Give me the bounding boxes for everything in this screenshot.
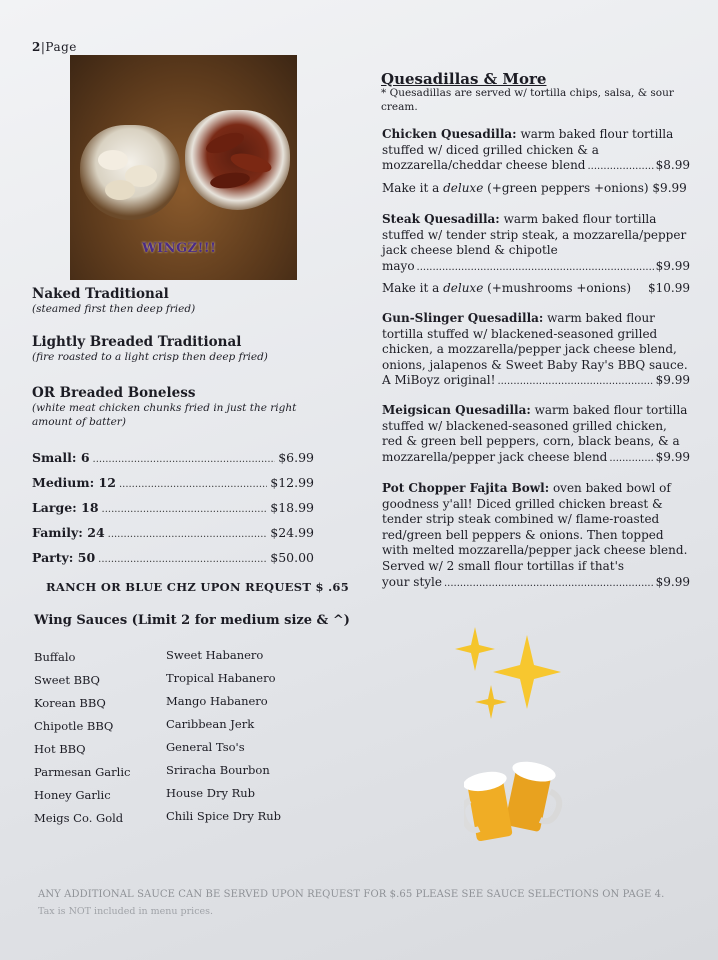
wing-sauces-heading: Wing Sauces (Limit 2 for medium size & ^) [34, 613, 350, 628]
boneless-note: (white meat chicken chunks fried in just the right amount of batter) [32, 402, 297, 429]
sauce-item: Korean BBQ [34, 696, 106, 710]
menu-item-steak-quesadilla: Steak Quesadilla: warm baked flour tortilla stuffed w/ tender strip steak, a mozzarella/pepper jack cheese blend & chipotle mayo ..... $9.99 [382, 212, 690, 274]
sauce-item: Sweet BBQ [34, 673, 100, 687]
size-row-party: Party: 50 ..... $50.00 [32, 550, 314, 565]
size-row-family: Family: 24 ..... $24.99 [32, 525, 314, 540]
wing-piece [98, 150, 128, 170]
naked-traditional-title: Naked Traditional [32, 286, 169, 302]
photo-caption: WINGZ!!! [142, 241, 217, 256]
sauce-item: Chipotle BBQ [34, 719, 114, 733]
sparkles-icon [455, 625, 565, 730]
chicken-deluxe-option: Make it a deluxe (+green peppers +onions) $9.99 [382, 181, 687, 195]
size-row-medium: Medium: 12 ..... $12.99 [32, 475, 314, 490]
lightly-breaded-note: (fire roasted to a light crisp then deep fried) [32, 351, 268, 363]
quesadillas-title: Quesadillas & More [381, 70, 547, 88]
menu-item-gun-slinger-quesadilla: Gun-Slinger Quesadilla: warm baked flour tortilla stuffed w/ blackened-seasoned grilled chicken, a mozzarella/pepper jack cheese blend, onions, jalapenos & Sweet Baby Ray's BBQ sauce. A MiBoyz original! ..... $9.99 [382, 311, 690, 389]
quesadillas-note: * Quesadillas are served w/ tortilla chips, salsa, & sour cream. [381, 87, 674, 114]
menu-item-meigsican-quesadilla: Meigsican Quesadilla: warm baked flour tortilla stuffed w/ blackened-seasoned grilled chicken, red & green bell peppers, corn, black beans, & a mozzarella/pepper jack cheese blend ..... $9.99 [382, 403, 690, 465]
menu-item-pot-chopper-fajita-bowl: Pot Chopper Fajita Bowl: oven baked bowl of goodness y'all! Diced grilled chicken breast & tender strip steak combined w/ flame-roasted red/green bell peppers & onions. Then topped with melted mozzarella/pepper jack cheese blend. Served w/ 2 small flour tortillas if that's your style ..... $9.99 [382, 481, 690, 590]
wing-piece [105, 180, 135, 200]
sauce-item: Honey Garlic [34, 788, 111, 802]
size-row-large: Large: 18 ..... $18.99 [32, 500, 314, 515]
sauce-item: Chili Spice Dry Rub [166, 809, 282, 823]
menu-item-chicken-quesadilla: Chicken Quesadilla: warm baked flour tortilla stuffed w/ diced grilled chicken & a mozzarella/cheddar cheese blend ..... $8.99 [382, 127, 690, 174]
sauce-item: House Dry Rub [166, 786, 256, 800]
wings-photo [70, 55, 297, 280]
size-row-small: Small: 6 ..... $6.99 [32, 450, 314, 465]
naked-traditional-note: (steamed first then deep fried) [32, 303, 196, 315]
page-number: 2|Page [32, 40, 77, 54]
sauce-item: Mango Habanero [166, 694, 268, 708]
ranch-note: RANCH OR BLUE CHZ UPON REQUEST $ .65 [46, 580, 350, 594]
lightly-breaded-title: Lightly Breaded Traditional [32, 334, 242, 350]
sauce-item: Caribbean Jerk [166, 717, 255, 731]
sauce-item: Tropical Habanero [166, 671, 276, 685]
sauce-item: Parmesan Garlic [34, 765, 131, 779]
boneless-title: OR Breaded Boneless [32, 385, 196, 401]
beer-mugs-icon [464, 757, 569, 852]
steak-deluxe-option: Make it a deluxe (+mushrooms +onions) $10.99 [382, 281, 690, 295]
sauce-item: Sweet Habanero [166, 648, 264, 662]
sauce-item: General Tso's [166, 740, 245, 754]
sauce-item: Buffalo [34, 650, 76, 664]
sauce-item: Sriracha Bourbon [166, 763, 270, 777]
footer-sauce-note: ANY ADDITIONAL SAUCE CAN BE SERVED UPON REQUEST FOR $.65 PLEASE SEE SAUCE SELECTIONS ON PAGE 4. [38, 889, 665, 900]
sauce-item: Meigs Co. Gold [34, 811, 124, 825]
footer-tax-note: Tax is NOT included in menu prices. [38, 906, 214, 917]
sauce-item: Hot BBQ [34, 742, 86, 756]
